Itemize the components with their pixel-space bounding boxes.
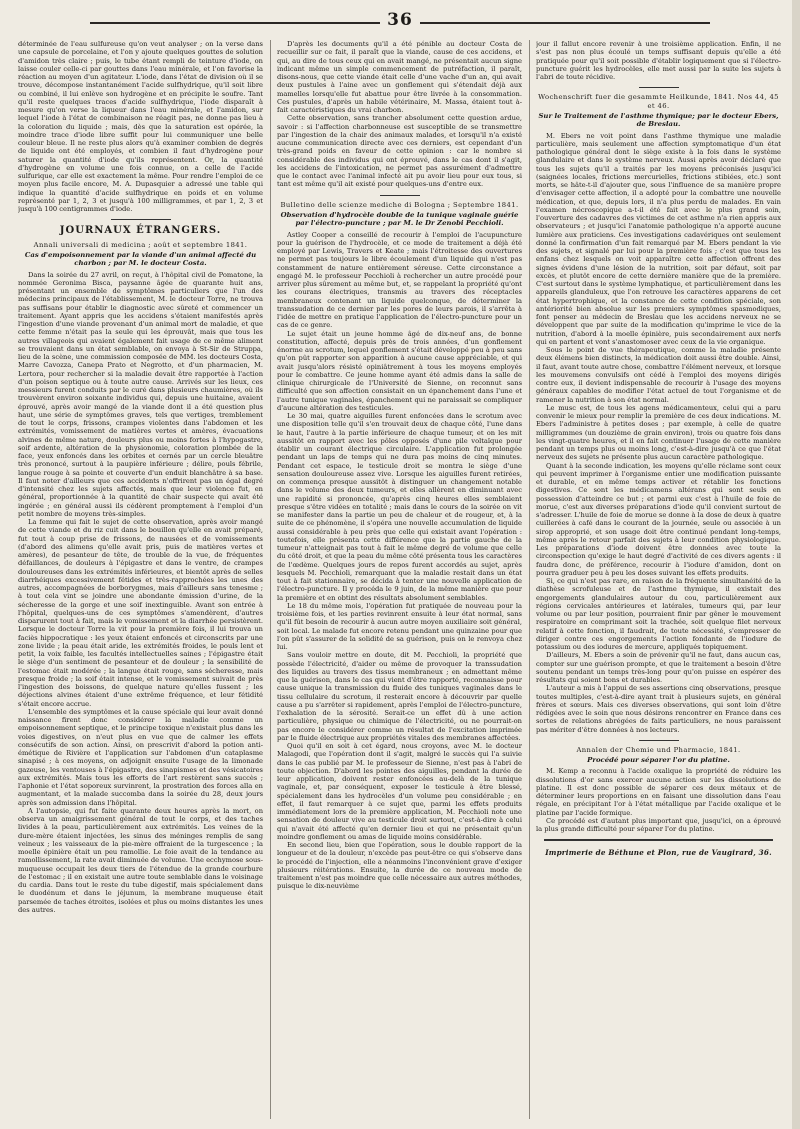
section-rule xyxy=(380,195,420,196)
paragraph: D'ailleurs, M. Ebers a soin de prévenir qu'il ne faut, dans aucun cas, compter sur une guérison prompte, et que le traitement a besoin d'être soutenu pendant un temps très-long pour qu'on puisse en espérer des résultats qui soient bons et durables. xyxy=(536,651,781,685)
column-divider-1 xyxy=(270,40,271,1119)
article-title: Observation d'hydrocèle double de la tunique vaginale guérie par l'électro-puncture ; par M. le Dr Zenobi Pecchioli. xyxy=(280,210,519,228)
column-divider-2 xyxy=(529,40,530,1119)
column-3 xyxy=(536,40,781,1115)
section-rule xyxy=(639,87,679,88)
journal-heading: Wochenschrift fuer die gesammte Heilkunde, 1841. Nos 44, 45 et 46. xyxy=(538,93,779,110)
column-2 xyxy=(277,40,522,1115)
paragraph: L'ensemble des symptômes et la cause spéciale qui leur avait donné naissance firent donc considérer la maladie comme un empoisonnement septique, et le principe toxique n'existait plus dans les voies digestives, on n'eut plus en vue que de calmer les effets consécutifs de son action. Ainsi, on prescrivit d'abord la potion anti-émétique de Rivière et l'application sur l'abdomen d'un cataplasme sinapisé ; à ces moyens, on adjoignit ensuite l'usage de la limonade gazeuse, les ventouses à l'épigastre, des sinapismes et des vésicatoires aux extrémités. Mais tous les efforts de l'art restèrent sans succès ; l'aphonie et l'état soporeux survinrent, la prostration des forces alla en augmentant, et la malade succomba dans la soirée du 28, deux jours après son admission dans l'hôpital. xyxy=(18,707,263,807)
paragraph: jour il fallut encore revenir à une troisième application. Enfin, il ne s'est pas non plus écoulé un temps suffisant depuis qu'elle a été pratiquée pour qu'il soit possible d'établir logiquement que si l'électro-puncture guérit les hydrocèles, elle met aussi par la suite les sujets à l'abri de toute récidive. xyxy=(536,40,781,81)
paragraph: L'auteur a mis à l'appui de ses assertions cinq observations, presque toutes multiples, c'est-à-dire ayant trait à plusieurs sujets, en général frères et sœurs. Mais ces diverses observations, qui sont loin d'être rédigées avec le soin que nous désirons rencontrer en France dans ces sortes de relations abrégées de faits particuliers, ne nous paraissent pas mériter d'être données à nos lecteurs. xyxy=(536,684,781,734)
imprint-rule xyxy=(544,839,773,841)
journal-heading: Annalen der Chemie und Pharmacie, 1841. xyxy=(576,745,741,754)
article-title: Cas d'empoisonnement par la viande d'un animal affecté du charbon ; par M. le docteur Costa. xyxy=(24,250,257,268)
paragraph: Le musc est, de tous les agens médicamenteux, celui qui a paru convenir le mieux pour remplir la première de ces deux indications. M. Ebers l'administre à petites doses ; par exemple, à celle de quatre milligrammes (un douzième de grain environ), trois ou quatre fois dans les vingt-quatre heures, et il en fait continuer l'usage de cette manière pendant un temps plus ou moins long, c'est-à-dire jusqu'à ce que l'état nerveux des sujets ne présente plus aucun caractère pathologique. xyxy=(536,403,781,462)
paragraph: Sans vouloir mettre en doute, dit M. Pecchioli, la propriété que possède l'électricité, d'aider ou même de provoquer la transsudation des liquides au travers des tissus membraneux ; en admettant même que la guérison, dans le cas qui vient d'être rapporté, reconnaisse pour cause unique la transmission du fluide des tuniques vaginales dans le tissu cellulaire du scrotum, il resterait encore à découvrir par quelle cause a pu s'arrêter si rapidement, après l'emploi de l'électro-puncture, l'exhalation de la sérosité. Serait-ce un effet dû à une action particulière, physique ou chimique de l'électricité, ou ne pourrait-on pas encore le considérer comme un résultat de l'excitation imprimée par le fluide électrique aux propriétés vitales des membranes affectées. xyxy=(277,651,522,742)
paragraph: A l'autopsie, qui fut faite quarante deux heures après la mort, on observa un amaigrissement général de tout le corps, et des taches livides à la peau, particulièrement aux extrémités. Les veines de la dure-mère étaient injectées, les sinus des méninges remplis de sang veineux ; les vaisseaux de la pie-mère offraient de la turgescence ; la moelle épinière était un peu ramollie. Le foie avait de la tendance au ramollissement, la rate avait diminuée de volume. Une ecchymose sous-muqueuse occupait les deux tiers de l'étendue de la grande courbure de l'estomac ; il en existait une autre toute semblable dans le voisinage du cardia. Dans tout le reste du tube digestif, mais spécialement dans le duodénum et dans le jéjunum, la membrane muqueuse était parsemée de taches étroites, isolées et plus ou moins distantes les unes des autres. xyxy=(18,806,263,914)
paragraph: Le 18 du même mois, l'opération fut pratiquée de nouveau pour la troisième fois, et les parties revinrent ensuite à leur état normal, sans qu'il fût besoin de recourir à aucun autre moyen auxiliaire soit général, soit local. Le malade fut encore retenu pendant une quinzaine pour que l'on pût s'assurer de la solidité de sa guérison, puis on le renvoya chez lui. xyxy=(277,601,522,652)
paragraph: M. Kemp a reconnu à l'acide oxalique la propriété de réduire les dissolutions d'or sans exercer aucune action sur les dissolutions de platine. Il est donc possible de séparer ces deux métaux et de déterminer leurs proportions en en faisant une dissolution dans l'eau régale, en précipitant l'or à l'état métallique par l'acide oxalique et le platine par l'acide formique. xyxy=(536,767,781,817)
section-rule xyxy=(639,740,679,741)
printer-imprint: Imprimerie de Béthune et Plon, rue de Vaugirard, 36. xyxy=(545,848,772,858)
article-title: Sur le Traitement de l'asthme thymique; par le docteur Ebers, de Breslau. xyxy=(538,111,779,129)
paragraph: D'après les documents qu'il a été pénible au docteur Costa de recueillir sur ce fait, il paraît que la viande, cause de ces accidens, et qui, au dire de tous ceux qui en avait mangé, ne présentait aucun signe indicant même un simple commencement de putréfaction, il paraît, disons-nous, que cette viande était celle d'une vache d'un an, qui avait deux pustules à l'aine avec un gonflement qui s'étendait déjà aux mamelles lorsqu'elle fut abattue pour être livrée à la consommation. Ces pustules, d'après un habile vétérinaire, M. Massa, étaient tout à-fait caractéristiques du vrai charbon. xyxy=(277,40,522,114)
paragraph: La femme qui fait le sujet de cette observation, après avoir mangé de cette viande et du riz cuit dans le bouillon qu'elle en avait préparé, fut tout à coup prise de frissons, de nausées et de vomissements (d'abord des alimens qu'elle avait pris, puis de matières vertes et amères), de pesanteur de tête, de trouble de la vue, de fréquentes défaillances, de douleurs à l'épigastre et dans le ventre, de crampes douloureuses dans les extrémités inférieures, et bientôt après de selles diarrhéiques excessivement fétides et très-rapprochées les unes des autres, accompagnées de borborygmes, mais d'ailleurs sans tenesme ; à tout cela vint se joindre une abondante émission d'urine, de la sécheresse de la gorge et une soif inextinguible. Avant son entrée à l'hôpital, quelques-uns de ces symptômes s'amendèrent, d'autres disparurent tout à fait, mais le vomissement et la diarrhée persistèrent. Lorsque le docteur Torre la vit pour la première fois, il lui trouva un faciès hippocratique : les yeux étaient enfoncés et circonscrits par une zone livide ; la peau était aride, les extrémités froides, le pouls lent et petit, la voix faible, les facultés intellectuelles saines ; l'épigastre était le siège d'un sentiment de pesanteur et de douleur ; la sensibilité de l'estomac était modérée ; la langue était rouge, sans sécheresse, mais presque froide ; la soif était intense, et le vomissement suivait de près l'ingestion des boissons, de quelque nature qu'elles fussent ; les déjections alvines étaient d'une extrême fréquence, et leur fétidité s'était encore accrue. xyxy=(18,518,263,708)
article-title: Procédé pour séparer l'or du platine. xyxy=(587,756,730,765)
paragraph: Quoi qu'il en soit à cet égard, nous croyons, avec M. le docteur Malagodi, que l'opération dont il s'agit, malgré le succès qui l'a suivie dans le cas publié par M. le professeur de Sienne, n'est pas à l'abri de toute objection. D'abord les pointes des aiguilles, pendant la durée de leur application, doivent rester enfoncées au-delà de la tunique vaginale, et, par conséquent, exposer le testicule à être blessé, spécialement dans les hydrocèles d'un volume peu considérable ; en effet, il faut remarquer à ce sujet que, parmi les effets produits immédiatement lors de la première application, M. Pecchioli note une sensation de douleur vive au testicule droit surtout, c'est-à-dire à celui qui n'avait été affecté qu'en dernier lieu et qui ne présentait qu'un moindre gonflement ou amas de liquide moins considérable. xyxy=(277,742,522,841)
page-header xyxy=(90,10,710,36)
journal-heading: Bulletino delle scienze mediche di Bologna ; Septembre 1841. xyxy=(280,200,519,209)
journal-heading: Annali universali di medicina ; août et septembre 1841. xyxy=(33,240,248,249)
paragraph: Quant à la seconde indication, les moyens qu'elle réclame sont ceux qui peuvent imprimer à l'organisme entier une modification puissante et durable, et en même temps activer et rétablir les fonctions digestives. Ce sont les médicamens altérans qui sont seuls en possession d'atteindre ce but ; et parmi eux c'est à l'huile de foie de morue, c'est aux diverses préparations d'iode qu'il convient surtout de s'adresser. L'huile de foie de morue se donne à la dose de deux à quatre cuillerées à café dans le courant de la journée, seule ou associée à un sirop approprié, et son usage doit être continué pendant long-temps, même après le retour parfait des sujets à leur condition physiologique. Les préparations d'iode doivent être données avec toute la circonspection qu'exige le haut degré d'activité de ces divers agents : il faudra donc, de préférence, recourir à l'iodure d'amidon, dont on pourra graduer peu à peu les doses suivant les effets produits. xyxy=(536,461,781,577)
page-edge-shadow xyxy=(792,0,800,1129)
header-rule-right xyxy=(420,22,710,24)
paragraph: Le sujet était un jeune homme âgé de dix-neuf ans, de bonne constitution, affecté, depuis près de trois années, d'un gonflement énorme au scrotum, lequel gonflement s'était développé peu à peu sans qu'on pût rapporter son apparition à aucune cause appréciable, et qui avait jusqu'alors résisté opiniâtrement à tous les moyens employés pour le combattre. Ce jeune homme ayant été admis dans la salle de clinique chirurgicale de l'Université de Sienne, on reconnut sans difficulté que son affection consistait en un épanchement dans l'une et l'autre tunique vaginales, épanchement qui ne paraissait se compliquer d'aucune altération des testicules. xyxy=(277,329,522,412)
paragraph: M. Ebers ne voit point dans l'asthme thymique une maladie particulière, mais seulement une affection symptomatique d'un état pathologique général dont le siège existe à la fois dans le système glandulaire et dans le système nerveux. Aussi après avoir déclaré que tous les sujets qu'il a traités par les moyens préconisés jusqu'ici (saignées locales, frictions mercurielles, frictions stibiées, etc.) sont morts, se hâte-t-il d'ajouter que, sous l'influence de sa manière propre d'envisager cette affection, il a adopté pour la combattre une nouvelle médication, et que, depuis lors, il n'a plus perdu de malades. En vain l'examen nécroscopique a-t-il été fait avec le plus grand soin, l'ouverture des cadavres des victimes de cet asthme n'a rien appris aux observateurs ; et jusqu'ici l'anatomie pathologique n'a apporté aucune lumière aux praticiens. Ces investigations cadavériques ont seulement donné la confirmation d'un fait remarqué par M. Ebers pendant la vie des sujets, et signalé par lui pour la première fois ; c'est que tous les enfans chez lesquels on voit apparaître cette affection offrent des signes évidens d'une lésion de la nutrition, soit par défaut, soit par excès, et plutôt encore de cette dernière manière que de la première. C'est surtout dans le système lymphatique, et particulièrement dans les appareils glanduleux, que l'on retrouve les caractères apparens de cet état hypertrophique, et la constance de cette condition spéciale, son antériorité bien absolue sur les premiers symptômes spasmodiques, font penser au médecin de Breslau que les accidens nerveux ne se développent que par suite de la modification qu'imprime le vice de la nutrition, d'abord à la moelle épinière, puis secondairement aux nerfs qui en partent et vont s'anastomoser avec ceux de la vie organique. xyxy=(536,131,781,346)
paragraph: Cette observation, sans trancher absolument cette question ardue, savoir : si l'affection charbonneuse est susceptible de se transmettre par l'ingestion de la chair des animaux malades, et lorsqu'il n'a existé aucune communication directe avec ces derniers, est cependant d'un très-grand poids en faveur de cette opinion : car le nombre si considérable des individus qui ont éprouvé, dans le cas dont il s'agit, les accidens de l'intoxication, ne permet pas assurément d'admettre que le contact avec l'animal infecté ait pu avoir lieu pour eux tous, si tant est même qu'il ait existé pour quelques-uns d'entre eux. xyxy=(277,114,522,189)
paragraph: déterminée de l'eau sulfureuse qu'on veut analyser ; on la verse dans une capsule de porcelaine, et l'on y ajoute quelques gouttes de solution d'amidon très claire ; puis, le tube étant rempli de teinture d'iode, on laisse couler celle-ci par gouttes dans l'eau minérale, et l'on favorise la réaction au moyen d'un agitateur. L'iode, dans l'état de division où il se trouve, décompose instantanément l'acide sulfhydrique, qu'il soit libre ou combiné, il lui enlève son hydrogène et en précipite le soufre. Tant qu'il reste quelques traces d'acide sulfhydrique, l'iode disparaît à mesure qu'on verse la liqueur dans l'eau minérale, et l'amidon, sur lequel l'iode à l'état de combinaison ne réagit pas, ne donne pas lieu à la coloration du liquide ; mais, dès que la saturation est opérée, la moindre trace d'iode libre suffit pour lui communiquer une belle couleur bleue. Il ne reste plus alors qu'à examiner combien de degrés de liquide ont été employés, et combien il faut d'hydrogène pour saturer la quantité d'iode qu'ils représentent. Or, la quantité d'hydrogène en volume une fois connue, on a celle de l'acide sulfurique, car elle est exactement la même. Pour rendre l'emploi de ce moyen plus facile encore, M. A. Dupasquier a adressé une table qui indique la quantité d'acide sulfhydrique en poids et en volume représenté par 1, 2, 3 et jusqu'à 100 milligrammes, et par 1, 2, 3 et jusqu'à 100 centigrammes d'iode. xyxy=(18,40,263,213)
paragraph: Si, ce qui n'est pas rare, en raison de la fréquente simultanéité de la diathèse scrofuleuse et de l'asthme thymique, il existait des engorgements glandulaires autour du cou, particulièrement aux régions cervicales antérieures et latérales, tumeurs qui, par leur volume ou par leur position, pourraient finir par gêner le mouvement respiratoire en comprimant soit la trachée, soit quelque filet nerveux relatif à cette fonction, il faudrait, de toute nécessité, s'empresser de diriger contre ces engorgements l'action fondante de l'iodure de potassium ou des iodures de mercure, appliqués topiquement. xyxy=(536,577,781,652)
paragraph: En second lieu, bien que l'opération, sous le double rapport de la longueur et de la douleur, n'excède pas peut-être ce qui s'observe dans le procédé de l'injection, elle a néanmoins l'inconvénient grave d'exiger plusieurs réitérations. Ensuite, la durée de ce nouveau mode de traitement n'est pas moindre que celle nécessaire aux autres méthodes, puisque le dix-neuvième xyxy=(277,841,522,891)
paragraph: Ce procédé est d'autant plus important que, jusqu'ici, on a éprouvé la plus grande difficulté pour séparer l'or du platine. xyxy=(536,816,781,834)
section-rule xyxy=(111,219,171,220)
page-number: 36 xyxy=(387,10,413,30)
paragraph: Le 30 mai, quatre aiguilles furent enfoncées dans le scrotum avec une disposition telle qu'il s'en trouvait deux de chaque côté, l'une dans le haut, l'autre à la partie inférieure de chaque tumeur, et on les mit aussitôt en rapport avec les pôles opposés d'une pile voltaïque pour établir un courant électrique circulaire. L'application fut prolongée pendant un laps de temps qui ne dura pas moins de cinq minutes. Pendant cet espace, le testicule droit se montra le siège d'une sensation douloureuse assez vive. Lorsque les aiguilles furent retirées, on commença presque aussitôt à distinguer un changement notable dans le volume des deux tumeurs, et elles allèrent en diminuant avec une rapidité si prononcée, qu'après cinq heures elles semblaient presque s'être vidées en totalité ; mais dans le cours de la soirée on vit se manifester dans la partie un peu de chaleur et de rougeur, et, à la suite de ce phénomène, il s'opéra une nouvelle accumulation de liquide aussi considérable à peu près que celle qui existait avant l'opération : toutefois, elle présenta cette différence que la partie gauche de la tumeur n'atteignait pas tout à fait le même degré de volume que celle du côté droit, et que la peau du même côté présenta tous les caractères de l'œdème. Quelques jours de repos furent accordés au sujet, après lesquels M. Pecchioli, remarquant que la maladie restait dans un état tout à fait stationnaire, se décida à tenter une nouvelle application de l'électro-puncture. Il y procéda le 9 juin, de la même manière que pour la première et en obtint des résultats absolument semblables. xyxy=(277,412,522,602)
column-1 xyxy=(18,40,263,1115)
paragraph: Sous le point de vue thérapeutique, comme la maladie présente deux élémens bien distincts, la médication doit aussi être double. Ainsi, il faut, avant toute autre chose, combattre l'élément nerveux, et lorsque les mouvemens convulsifs ont cédé à l'emploi des moyens dirigés contre eux, il devient indispensable de recourir à l'usage des moyens généraux capables de modifier l'état actuel de tout l'organisme et de ramener la nutrition à son état normal. xyxy=(536,346,781,404)
section-title: JOURNAUX ÉTRANGERS. xyxy=(59,225,222,237)
paragraph: Dans la soirée du 27 avril, on reçut, à l'hôpital civil de Pomatone, la nommée Geronima Bisca, paysanne âgée de quarante huit ans, présentant un ensemble de symptômes particuliers que l'un des médecins principaux de l'établissement, M. le docteur Torre, ne trouva pas suffisans pour établir le diagnostic avec sûreté et commencer un traitement. Ayant appris que les accidens s'étaient manifestés après l'ingestion d'une viande provenant d'un animal mort de maladie, et que cette femme n'était pas la seule qui les éprouvât, mais que tous les autres villageois qui avaient également fait usage de ce même aliment se trouvaient dans un état semblable, on envoya à St-Sir de Struppa, lieu de la scène, une commission composée de MM. les docteurs Costa, Marre Cavozza, Canepa Prato et Negrotto, et d'un pharmacien, M. Lertora, pour rechercher si la maladie devait être rapportée à l'action d'un poison septique ou à toute autre cause. Arrivés sur les lieux, ces messieurs furent conduits par le curé dans plusieurs chaumières, où ils trouvèrent environ soixante individus qui, depuis une huitaine, avaient éprouvé, après avoir mangé de la viande dont il a été question plus haut, une série de symptômes graves, tels que vertiges, tremblement de tout le corps, frissons, crampes violentes dans l'abdomen et les extrémités, vomissement de matières vertes et amères, évacuations alvines de même nature, douleurs plus ou moins fortes à l'hypogastre, soif ardente, altération de la physionomie, coloration plombée de la face, yeux enfoncés dans les orbites et cernés par un cercle bleuâtre très prononcé, surtout à la paupière inférieure ; délire, pouls fébrile, langue rouge à sa pointe et couverte d'un enduit blanchâtre à sa base. Il faut noter d'ailleurs que ces accidents n'offrirent pas un égal degré d'intensité chez les sujets affectés, mais que leur violence fut, en général, proportionnée à la quantité de chair suspecte qui avait été ingérée ; en général aussi ils cédèrent promptement à l'emploi d'un petit nombre de moyens très-simples. xyxy=(18,270,263,518)
paragraph: Astley Cooper a conseillé de recourir à l'emploi de l'acupuncture pour la guérison de l'hydrocèle, et ce mode de traitement a déjà été employé par Lewis, Travers et Keate ; mais l'étroitesse des ouvertures ne permet pas toujours le libre écoulement d'un liquide qui n'est pas constamment de nature entièrement séreuse. Cette circonstance a engagé M. le professeur Pecchioli à rechercher un autre procédé pour arriver plus sûrement au même but, et, se rappelant la propriété qu'ont les courans électriques, transmis au travers des réceptacles membraneux contenant un liquide quelconque, de déterminer la transsudation de ce dernier par les pores de leurs parois, il s'arrêta à l'idée de mettre en pratique l'application de l'électro-puncture pour un cas de ce genre. xyxy=(277,230,522,330)
